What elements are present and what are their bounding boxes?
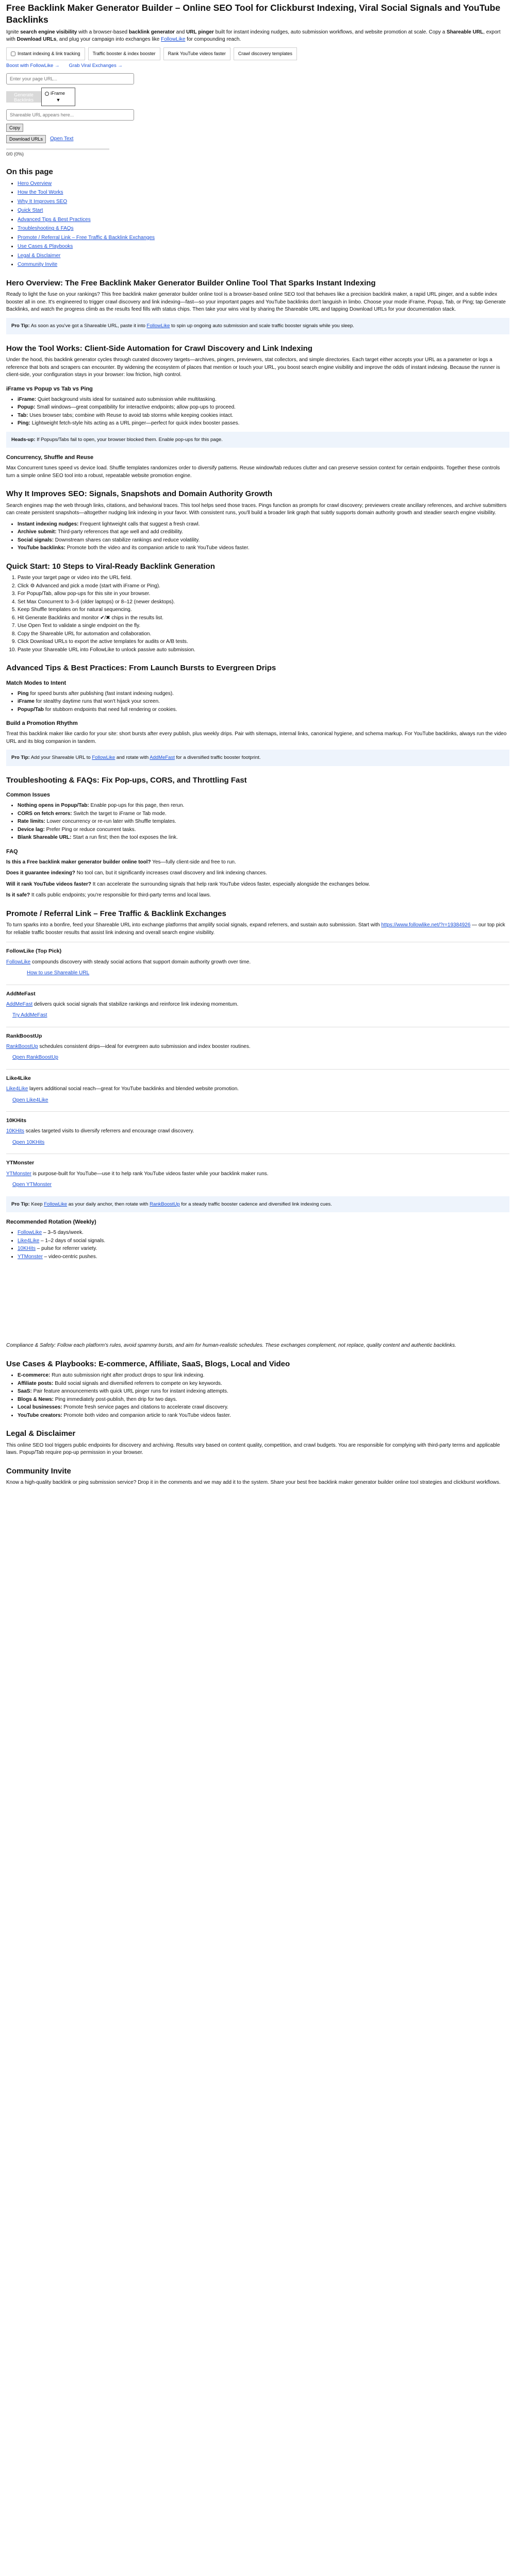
toc-item[interactable]: Why It Improves SEO xyxy=(18,198,68,205)
progress-bar xyxy=(6,148,109,150)
exchange-cta[interactable]: Open Like4Like xyxy=(12,1097,48,1103)
exchange-link[interactable]: 10KHits xyxy=(6,1128,25,1134)
faq-title: FAQ xyxy=(6,848,18,855)
quick-start-title: Quick Start: 10 Steps to Viral-Ready Backlink Generation xyxy=(6,562,215,571)
list-item: 2. Click ⚙ Advanced and pick a mode (start with iFrame or Ping). xyxy=(18,583,509,590)
match-modes-list xyxy=(6,690,509,714)
generate-backlinks-button[interactable]: Generate Backlinks xyxy=(6,91,41,103)
concurrency-title: Concurrency, Shuffle and Reuse xyxy=(6,454,94,461)
exchange-link[interactable]: FollowLike xyxy=(6,959,31,965)
rotation-link[interactable]: YTMonster xyxy=(18,1253,43,1260)
exchange-link[interactable]: AddMeFast xyxy=(6,1001,33,1007)
list-item: • Instant indexing nudges: Frequent lightweight calls that suggest a fresh crawl. xyxy=(18,521,509,529)
toc-item[interactable]: Use Cases & Playbooks xyxy=(18,244,73,250)
list-item: 7. Use Open Text to validate a single endpoint on the fly. xyxy=(18,622,509,630)
followlike-link[interactable]: FollowLike xyxy=(92,755,116,761)
exchange-title: RankBoostUp xyxy=(6,1032,42,1039)
quick-links xyxy=(6,62,509,70)
rhythm-title: Build a Promotion Rhythm xyxy=(6,720,78,727)
mode-select[interactable]: iFrame ▼ xyxy=(41,88,75,106)
boost-followlike-link[interactable]: Boost with FollowLike → xyxy=(6,62,60,69)
toc-title: On this page xyxy=(6,167,53,177)
why-paragraph: Search engines map the web through links, citations, and behavioral traces. This tool helps seed those traces. Pings function as prompts for crawl discovery; previewers create ancillary references, and archive submitters can create persistent snapshots—altogether nudging link indexing in your favor. With consistent runs, you'll build a broader link graph that subtly supports domain authority growth and steadier search engine visibility. xyxy=(6,502,507,516)
download-urls-button[interactable]: Download URLs xyxy=(6,135,46,143)
exchange-addmefast: AddMeFast AddMeFast delivers quick social signals that stabilize rankings and reinforce link indexing momentum. Try AddMeFast xyxy=(6,990,509,1020)
list-item: • Rate limits: Lower concurrency or re-run later with Shuffle templates. xyxy=(18,818,509,826)
issues-list xyxy=(6,802,509,842)
list-item: • Nothing opens in Popup/Tab: Enable pop-ups for this page, then rerun. xyxy=(18,802,509,810)
faq-item: Does it guarantee indexing? No tool can, but it significantly increases crawl discovery and link indexing chances. xyxy=(6,870,267,876)
list-item: • Like4Like – 1–2 days of social signals. xyxy=(18,1238,509,1245)
list-item: • Tab: Uses browser tabs; combine with Reuse to avoid tab storms while keeping cookies intact. xyxy=(18,412,509,420)
rotation-title: Recommended Rotation (Weekly) xyxy=(6,1219,96,1226)
tab-rank-youtube[interactable]: Rank YouTube videos faster xyxy=(163,47,230,60)
list-item: • Ping: Lightweight fetch-style hits acting as a URL pinger—perfect for quick index booster passes. xyxy=(18,420,509,428)
toc-item[interactable]: Advanced Tips & Best Practices xyxy=(18,216,91,223)
list-item: • CORS on fetch errors: Switch the target to iFrame or Tab mode. xyxy=(18,810,509,818)
pro-tip: Pro Tip: As soon as you've got a Shareable URL, paste it into FollowLike to spin up ongoing auto submission and scale traffic booster signals while you sleep. xyxy=(6,318,509,334)
divider xyxy=(6,1069,509,1070)
exchange-title: Like4Like xyxy=(6,1075,31,1081)
promote-paragraph: To turn sparks into a bonfire, feed your Shareable URL into exchange platforms that amplify social signals, expand referrers, and sustain auto submission. Start with https://www.followlike.net/?r=19384926 — our top pick for reliable traffic booster results that assist link indexing and overall search engine visibility. xyxy=(6,922,505,936)
list-item: • Popup: Small windows—great compatibility for interactive endpoints; allow pop-ups to proceed. xyxy=(18,404,509,412)
quick-start-steps xyxy=(6,574,509,654)
exchange-ytmonster: YTMonster YTMonster is purpose-built for YouTube—use it to help rank YouTube videos faster while your backlink maker runs. Open YTMonster xyxy=(6,1159,509,1189)
exchange-link[interactable]: RankBoostUp xyxy=(6,1043,38,1049)
rotation-link[interactable]: FollowLike xyxy=(18,1230,42,1236)
how-paragraph: Under the hood, this backlink generator cycles through curated discovery targets—archives, pingers, previewers, stat collectors, and simple directories. Each target either accepts your URL as a parameter or logs a reference that bots and scrapers can encounter. By widening the ecosystem of places that mention or touch your URL, you boost search engine visibility and improve the odds of instant indexing. Because the runner is client-side, your configuration stays in your browser: low friction, high control. xyxy=(6,357,500,378)
faq-item: Is this a Free backlink maker generator builder online tool? Yes—fully client-side and free to run. xyxy=(6,859,236,865)
followlike-link[interactable]: FollowLike xyxy=(44,1201,68,1207)
toc-item[interactable]: How the Tool Works xyxy=(18,190,63,196)
exchange-title: FollowLike (Top Pick) xyxy=(6,948,62,955)
list-item: • Popup/Tab for stubborn endpoints that need full rendering or cookies. xyxy=(18,706,509,714)
exchange-title: YTMonster xyxy=(6,1160,35,1166)
list-item: • SaaS: Pair feature announcements with quick URL pinger runs for instant indexing attempts. xyxy=(18,1388,509,1396)
exchange-cta[interactable]: How to use Shareable URL xyxy=(27,970,90,976)
chevron-down-icon: ▼ xyxy=(56,97,61,103)
community-title: Community Invite xyxy=(6,1466,71,1476)
url-input[interactable] xyxy=(6,73,134,84)
list-item: • Blank Shareable URL: Start a run first; then the tool exposes the link. xyxy=(18,834,509,842)
shareable-url-field[interactable] xyxy=(6,109,134,121)
spacer xyxy=(6,1265,509,1342)
list-item: • E-commerce: Run auto submission right after product drops to spur link indexing. xyxy=(18,1372,509,1380)
list-item: • iFrame for stealthy daytime runs that won't hijack your screen. xyxy=(18,698,509,706)
rotation-link[interactable]: 10KHits xyxy=(18,1246,36,1252)
match-modes-title: Match Modes to Intent xyxy=(6,680,67,686)
tab-traffic-booster[interactable]: Traffic booster & index booster xyxy=(88,47,160,60)
hero-title: Hero Overview: The Free Backlink Maker Generator Builder Online Tool That Sparks Instant Indexing xyxy=(6,278,376,287)
divider xyxy=(6,1111,509,1112)
open-text-link[interactable]: Open Text xyxy=(50,136,74,142)
list-item: 4. Set Max Concurrent to 3–6 (older laptops) or 8–12 (newer desktops). xyxy=(18,599,509,606)
list-item: • Affiliate posts: Build social signals and diversified referrers to compete on key keywords. xyxy=(18,1380,509,1388)
faq-item: Is it safe? It calls public endpoints; you're responsible for third-party terms and local laws. xyxy=(6,892,211,899)
tool-tabs xyxy=(6,47,509,60)
exchange-followlike: FollowLike (Top Pick) FollowLike compounds discovery with steady social actions that support domain authority growth over time. How to use Shareable URL xyxy=(6,947,509,977)
rotation-link[interactable]: Like4Like xyxy=(18,1238,40,1244)
list-item: 6. Hit Generate Backlinks and monitor ✔/✖ chips in the results list. xyxy=(18,615,509,622)
followlike-referral-link[interactable]: https://www.followlike.net/?r=19384926 xyxy=(381,922,471,928)
list-item: • YouTube creators: Promote both video and companion article to rank YouTube videos faster. xyxy=(18,1412,509,1420)
advanced-title: Advanced Tips & Best Practices: From Launch Bursts to Evergreen Drips xyxy=(6,664,276,673)
list-item: 9. Click Download URLs to export the active templates for audits or A/B tests. xyxy=(18,638,509,646)
list-item: • Ping for speed bursts after publishing (fast instant indexing nudges). xyxy=(18,690,509,698)
progress-text: 0/0 (0%) xyxy=(6,151,24,157)
toc-item[interactable]: Quick Start xyxy=(18,208,43,214)
community-paragraph: Know a high-quality backlink or ping submission service? Drop it in the comments and we may add it to the system. Share your best free backlink maker generator builder online tool strategies and clickburst workflows. xyxy=(6,1480,501,1486)
list-item: • Social signals: Downstream shares can stabilize rankings and reduce volatility. xyxy=(18,537,509,545)
list-item: • Archive submit: Third-party references that age well and add credibility. xyxy=(18,529,509,536)
use-cases-title: Use Cases & Playbooks: E-commerce, Affiliate, SaaS, Blogs, Local and Video xyxy=(6,1359,290,1368)
how-title: How the Tool Works: Client-Side Automation for Crawl Discovery and Link Indexing xyxy=(6,344,312,353)
heads-up: Heads-up: If Popups/Tabs fail to open, your browser blocked them. Enable pop-ups for this page. xyxy=(6,432,509,448)
addmefast-link[interactable]: AddMeFast xyxy=(150,755,175,761)
list-item: • FollowLike – 3–5 days/week. xyxy=(18,1229,509,1237)
pro-tip: Pro Tip: Add your Shareable URL to FollowLike and rotate with AddMeFast for a diversified traffic booster footprint. xyxy=(6,750,509,766)
list-item: • YouTube backlinks: Promote both the video and its companion article to rank YouTube videos faster. xyxy=(18,545,509,552)
list-item: 1. Paste your target page or video into the URL field. xyxy=(18,574,509,582)
troubleshooting-title: Troubleshooting & FAQs: Fix Pop-ups, CORS, and Throttling Fast xyxy=(6,775,247,785)
legal-title: Legal & Disclaimer xyxy=(6,1429,76,1438)
exchange-title: AddMeFast xyxy=(6,990,36,997)
toc-item[interactable]: Hero Overview xyxy=(18,180,52,187)
exchange-like4like: Like4Like Like4Like layers additional social reach—great for YouTube backlinks and blended website promotion. Open Like4Like xyxy=(6,1075,509,1104)
exchange-10khits: 10KHits 10KHits scales targeted visits to diversify referrers and encourage crawl discovery. Open 10KHits xyxy=(6,1117,509,1146)
use-cases-list xyxy=(6,1372,509,1419)
legal-paragraph: This online SEO tool triggers public endpoints for discovery and archiving. Results vary based on content quality, competition, and crawl budgets. You are responsible for complying with third-party terms and applicable laws. Popup/Tab require pop-up permission in your browser. xyxy=(6,1442,500,1456)
rankboostup-link[interactable]: RankBoostUp xyxy=(150,1201,180,1207)
toc-item[interactable]: Troubleshooting & FAQs xyxy=(18,226,74,232)
list-item: • Device lag: Prefer Ping or reduce concurrent tasks. xyxy=(18,826,509,834)
intro-paragraph: Ignite search engine visibility with a browser-based backlink generator and URL pinger built for instant indexing nudges, auto submission workflows, and website promotion at scale. Copy a Shareable URL, export with Download URLs, and plug your campaign into exchanges like FollowLike for compounding reach. xyxy=(6,29,501,42)
exchange-link[interactable]: YTMonster xyxy=(6,1171,31,1177)
common-issues-title: Common Issues xyxy=(6,792,50,799)
grab-viral-exchanges-link[interactable]: Grab Viral Exchanges → xyxy=(69,62,123,69)
rotation-list xyxy=(6,1229,509,1261)
copy-button[interactable]: Copy xyxy=(6,124,23,132)
list-item: 10. Paste your Shareable URL into FollowLike to unlock passive auto submission. xyxy=(18,647,509,654)
gear-icon xyxy=(45,92,49,96)
tab-checkbox[interactable] xyxy=(11,52,15,56)
list-item: 3. For Popup/Tab, allow pop-ups for this site in your browser. xyxy=(18,590,509,598)
list-item: • Blogs & News: Ping immediately post-publish, then drip for two days. xyxy=(18,1396,509,1404)
pro-tip: Pro Tip: Keep FollowLike as your daily anchor, then rotate with RankBoostUp for a steady traffic booster cadence and diversified link indexing cues. xyxy=(6,1196,509,1213)
list-item: 5. Keep Shuffle templates on for natural sequencing. xyxy=(18,606,509,614)
list-item: • iFrame: Quiet background visits ideal for sustained auto submission while multitasking. xyxy=(18,396,509,404)
faq-item: Will it rank YouTube videos faster? It can accelerate the surrounding signals that help rank YouTube videos faster, especially alongside the exchanges below. xyxy=(6,881,370,887)
exchange-rankboostup: RankBoostUp RankBoostUp schedules consistent drips—ideal for evergreen auto submission and index booster routines. Open RankBoostUp xyxy=(6,1032,509,1062)
exchange-link[interactable]: Like4Like xyxy=(6,1086,28,1092)
why-list xyxy=(6,521,509,552)
followlike-link[interactable]: FollowLike xyxy=(146,323,170,329)
tab-crawl-discovery[interactable]: Crawl discovery templates xyxy=(234,47,297,60)
exchange-cta[interactable]: Open RankBoostUp xyxy=(12,1055,58,1061)
modes-title: iFrame vs Popup vs Tab vs Ping xyxy=(6,385,93,392)
concurrency-paragraph: Max Concurrent tunes speed vs device load. Shuffle templates randomizes order to diversify patterns. Reuse window/tab reduces clutter and can preserve session context for certain endpoints. Together these controls turn a simple online SEO tool into a robust, repeatable website promotion engine. xyxy=(6,465,500,479)
modes-list xyxy=(6,396,509,428)
exchange-cta[interactable]: Open YTMonster xyxy=(12,1182,52,1188)
list-item: 8. Copy the Shareable URL for automation and collaboration. xyxy=(18,631,509,638)
exchange-cta[interactable]: Open 10KHits xyxy=(12,1139,45,1145)
rhythm-paragraph: Treat this backlink maker like cardio for your site: short bursts after every publish, plus weekly drips. Pair with sitemaps, internal links, canonical hygiene, and schema markup. For YouTube backlinks, always run the video URL and its blog companion in tandem. xyxy=(6,731,507,744)
toc-item[interactable]: Legal & Disclaimer xyxy=(18,252,61,259)
toc-list xyxy=(6,180,509,269)
list-item: • Local businesses: Promote fresh service pages and citations to accelerate crawl discovery. xyxy=(18,1404,509,1412)
toc-item[interactable]: Promote / Referral Link – Free Traffic & Backlink Exchanges xyxy=(18,234,155,241)
exchange-cta[interactable]: Try AddMeFast xyxy=(12,1012,47,1019)
toc-item[interactable]: Community Invite xyxy=(18,262,58,268)
tab-instant-indexing[interactable]: Instant indexing & link tracking xyxy=(6,47,85,60)
why-title: Why It Improves SEO: Signals, Snapshots and Domain Authority Growth xyxy=(6,489,273,499)
exchange-title: 10KHits xyxy=(6,1117,27,1124)
compliance-note: Compliance & Safety: Follow each platform's rules, avoid spammy bursts, and aim for human-realistic schedules. These exchanges complement, not replace, quality content and authentic backlinks. xyxy=(6,1343,456,1349)
followlike-link[interactable]: FollowLike xyxy=(161,37,186,42)
page-title: Free Backlink Maker Generator Builder – Online SEO Tool for Clickburst Indexing, Viral Social Signals and YouTube Backlinks xyxy=(6,3,501,25)
promote-title: Promote / Referral Link – Free Traffic & Backlink Exchanges xyxy=(6,909,226,918)
list-item: • 10KHits – pulse for referrer variety. xyxy=(18,1245,509,1253)
hero-paragraph: Ready to light the fuse on your rankings? This free backlink maker generator builder online tool is a browser-based online SEO tool that behaves like a precision backlink maker, a rapid URL pinger, and a subtle index booster all in one. It's engineered to trigger crawl discovery and link indexing—fast—so your important pages and YouTube backlinks don't languish in limbo. Choose your mode iFrame, Popup, Tab, or Ping; tap Generate Backlinks, and watch the progress climb as the results feed fills with status chips. Then take your wins viral by sharing the Shareable URL and tapping Download URLs for your documentation stack. xyxy=(6,292,506,313)
list-item: • YTMonster – video-centric pushes. xyxy=(18,1253,509,1261)
progress xyxy=(6,148,509,158)
